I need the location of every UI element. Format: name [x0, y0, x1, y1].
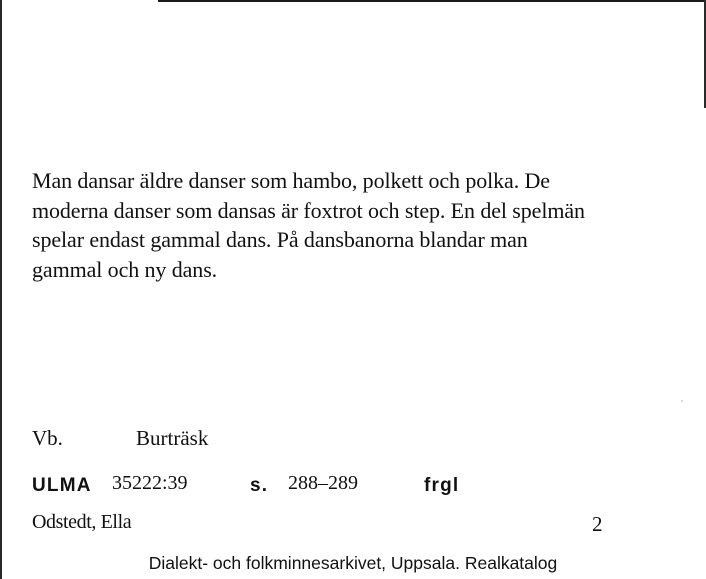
body-line: moderna danser som dansas är foxtrot och step. En del spelmän [32, 197, 585, 223]
scan-speck [681, 400, 683, 402]
region-label: Vb. [32, 426, 63, 450]
card-body-text [32, 166, 682, 284]
place-name: Burträsk [136, 426, 209, 450]
body-line: Man dansar äldre danser som hambo, polkett och polka. De [32, 168, 550, 193]
category-code: frgl [424, 475, 460, 496]
body-line: gammal och ny dans. [32, 256, 218, 282]
card-number: 2 [592, 512, 603, 536]
archive-footer: Dialekt- och folkminnesarkivet, Uppsala. Realkatalog [148, 553, 558, 573]
page-range: 288–289 [288, 472, 358, 494]
top-border [158, 0, 706, 2]
reference-row [32, 472, 692, 500]
archive-number: 35222:39 [112, 472, 188, 494]
page-label: s. [250, 475, 269, 496]
archive-label: ULMA [32, 475, 92, 496]
left-border [0, 0, 2, 579]
informant-name: Odstedt, Ella [32, 511, 132, 533]
body-line: spelar endast gammal dans. På dansbanorna blandar man [32, 227, 528, 252]
